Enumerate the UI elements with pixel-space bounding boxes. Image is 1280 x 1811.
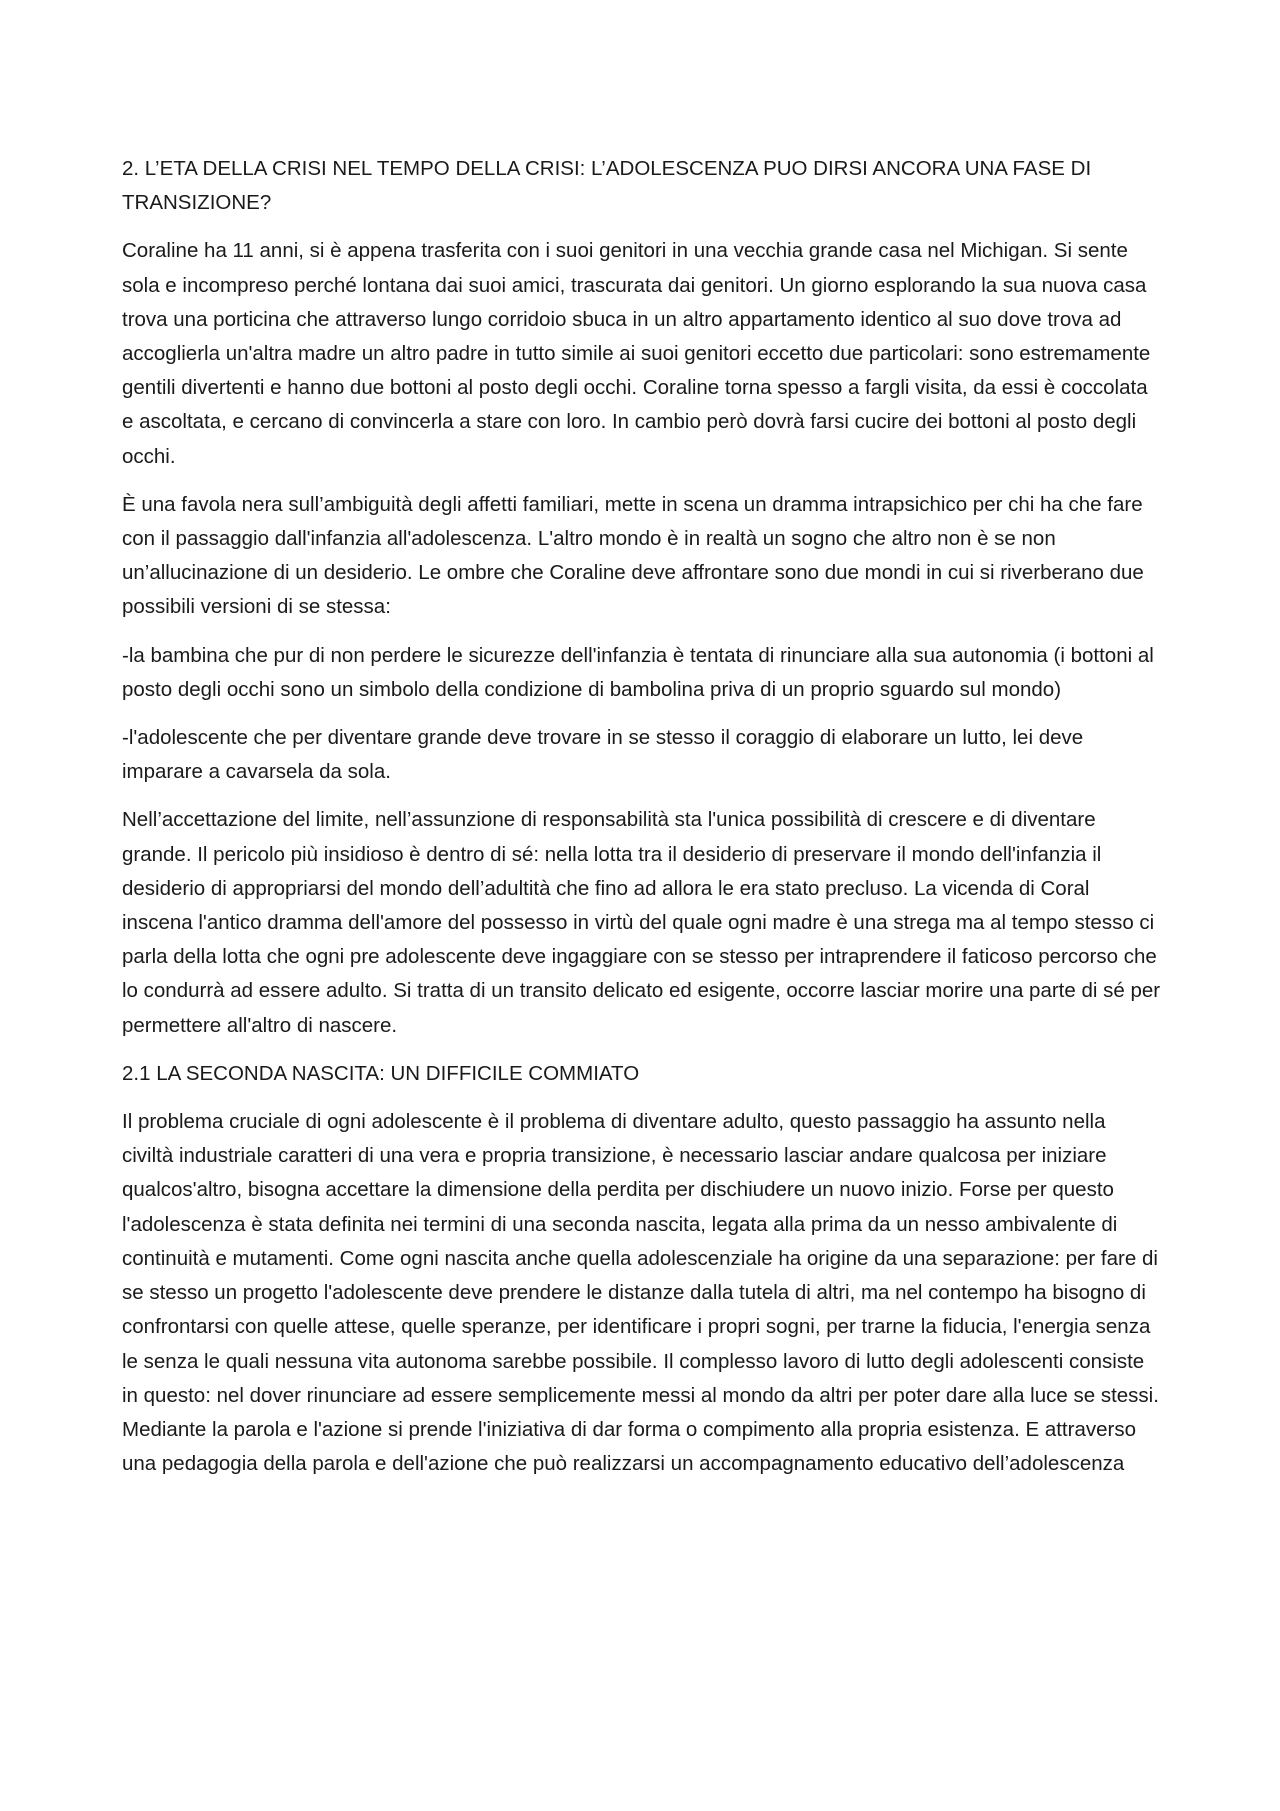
paragraph-dark-fable: È una favola nera sull’ambiguità degli affetti familiari, mette in scena un dramma intrapsichico per chi ha che fare con il passaggio dall'infanzia all'adolescenza. L'altro mondo è in realtà un sogno che altro non è se non un’allucinazione di un desiderio. Le ombre che Coraline deve affrontare sono due mondi in cui si riverberano due possibili versioni di se stessa:	[122, 492, 1144, 619]
section-heading-2-1: 2.1 LA SECONDA NASCITA: UN DIFFICILE COMMIATO	[122, 1061, 640, 1085]
paragraph-adolescent-version: -l'adolescente che per diventare grande deve trovare in se stesso il coraggio di elaborare un lutto, lei deve imparare a cavarsela da sola.	[122, 726, 1084, 784]
paragraph-second-birth: Il problema cruciale di ogni adolescente è il problema di diventare adulto, questo passaggio ha assunto nella civiltà industriale caratteri di una vera e propria transizione, è necessario lasciar andare qualcosa per iniziare qualcos'altro, bisogna accettare la dimensione della perdita per dischiudere un nuovo inizio. Forse per questo l'adolescenza è stata definita nei termini di una seconda nascita, legata alla prima da un nesso ambivalente di continuità e mutamenti. Come ogni nascita anche quella adolescenziale ha origine da una separazione: per fare di se stesso un progetto l'adolescente deve prendere le distanze dalla tutela di altri, ma nel contempo ha bisogno di confrontarsi con quelle attese, quelle speranze, per identificare i propri sogni, per trarne la fiducia, l'energia senza le senza le quali nessuna vita autonoma sarebbe possibile. Il complesso lavoro di lutto degli adolescenti consiste in questo: nel dover rinunciare ad essere semplicemente messi al mondo da altri per poter dare alla luce se stessi. Mediante la parola e l'azione si prende l'iniziativa di dar forma o compimento alla propria esistenza. E attraverso una pedagogia della parola e dell'azione che può realizzarsi un accompagnamento educativo dell’adolescenza	[122, 1110, 1159, 1476]
paragraph-coraline-summary: Coraline ha 11 anni, si è appena trasferita con i suoi genitori in una vecchia grande casa nel Michigan. Si sente sola e incompreso perché lontana dai suoi amici, trascurata dai genitori. Un giorno esplorando la sua nuova casa trova una porticina che attraverso lungo corridoio sbuca in un altro appartamento identico al suo dove trova ad accoglierla un'altra madre un altro padre in tutto simile ai suoi genitori eccetto due particolari: sono estremamente gentili divertenti e hanno due bottoni al posto degli occhi. Coraline torna spesso a fargli visita, da essi è coccolata e ascoltata, e cercano di convincerla a stare con loro. In cambio però dovrà farsi cucire dei bottoni al posto degli occhi.	[122, 239, 1151, 468]
document-body	[122, 152, 1162, 1495]
paragraph-acceptance-limit: Nell’accettazione del limite, nell’assunzione di responsabilità sta l'unica possibilità di crescere e di diventare grande. Il pericolo più insidioso è dentro di sé: nella lotta tra il desiderio di preservare il mondo dell'infanzia il desiderio di appropriarsi del mondo dell’adultità che fino ad allora le era stato precluso. La vicenda di Coral inscena l'antico dramma dell'amore del possesso in virtù del quale ogni madre è una strega ma al tempo stesso ci parla della lotta che ogni pre adolescente deve ingaggiare con se stesso per intraprendere il faticoso percorso che lo condurrà ad essere adulto. Si tratta di un transito delicato ed esigente, occorre lasciar morire una parte di sé per permettere all'altro di nascere.	[122, 808, 1161, 1037]
paragraph-child-version: -la bambina che pur di non perdere le sicurezze dell'infanzia è tentata di rinunciare alla sua autonomia (i bottoni al posto degli occhi sono un simbolo della condizione di bambolina priva di un proprio sguardo sul mondo)	[122, 643, 1154, 701]
section-heading-2: 2. L’ETA DELLA CRISI NEL TEMPO DELLA CRISI: L’ADOLESCENZA PUO DIRSI ANCORA UNA FASE DI TRANSIZIONE?	[122, 157, 1092, 215]
